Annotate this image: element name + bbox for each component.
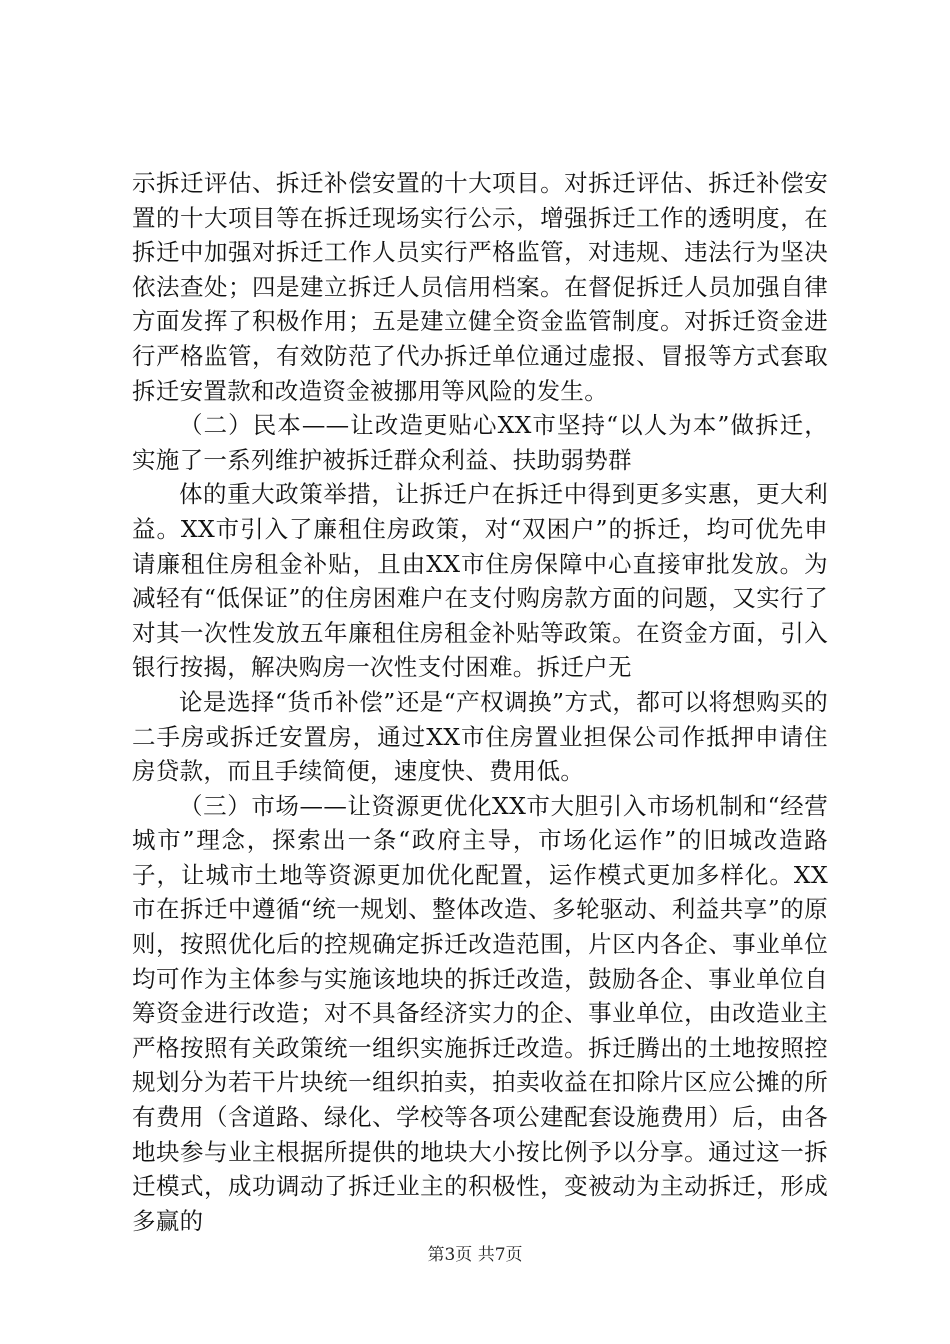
paragraph-3: 体的重大政策举措，让拆迁户在拆迁中得到更多实惠，更大利益。XX市引入了廉租住房政策，对“双困户”的拆迁，均可优先申请廉租住房租金补贴，且由XX市住房保障中心直接审批发放。为减轻有“低保证”的住房困难户在支付购房款方面的问题，又实行了对其一次性发放五年廉租住房租金补贴等政策。在资金方面，引入银行按揭，解决购房一次性支付困难。拆迁户无	[132, 480, 828, 682]
paragraph-2: （二）民本——让改造更贴心XX市坚持“以人为本”做拆迁，实施了一系列维护被拆迁群众利益、扶助弱势群	[132, 411, 828, 474]
page-footer: 第3页 共7页	[427, 1245, 523, 1265]
paragraph-1: 示拆迁评估、拆迁补偿安置的十大项目。对拆迁评估、拆迁补偿安置的十大项目等在拆迁现场实行公示，增强拆迁工作的透明度，在拆迁中加强对拆迁工作人员实行严格监管，对违规、违法行为坚决依法查处；四是建立拆迁人员信用档案。在督促拆迁人员加强自律方面发挥了积极作用；五是建立健全资金监管制度。对拆迁资金进行严格监管，有效防范了代办拆迁单位通过虚报、冒报等方式套取拆迁安置款和改造资金被挪用等风险的发生。	[132, 169, 828, 405]
paragraph-4: 论是选择“货币补偿”还是“产权调换”方式，都可以将想购买的二手房或拆迁安置房，通过XX市住房置业担保公司作抵押申请住房贷款，而且手续简便，速度快、费用低。	[132, 687, 828, 786]
paragraph-5: （三）市场——让资源更优化XX市大胆引入市场机制和“经营城市”理念，探索出一条“政府主导，市场化运作”的旧城改造路子，让城市土地等资源更加优化配置，运作模式更加多样化。XX市在拆迁中遵循“统一规划、整体改造、多轮驱动、利益共享”的原则，按照优化后的控规确定拆迁改造范围，片区内各企、事业单位均可作为主体参与实施该地块的拆迁改造，鼓励各企、事业单位自筹资金进行改造；对不具备经济实力的企、事业单位，由改造业主严格按照有关政策统一组织实施拆迁改造。拆迁腾出的土地按照控规划分为若干片块统一组织拍卖，拍卖收益在扣除片区应公摊的所有费用（含道路、绿化、学校等各项公建配套设施费用）后，由各地块参与业主根据所提供的地块大小按比例予以分享。通过这一拆迁模式，成功调动了拆迁业主的积极性，变被动为主动拆迁，形成多赢的	[132, 791, 828, 1235]
document-body	[132, 166, 828, 1238]
